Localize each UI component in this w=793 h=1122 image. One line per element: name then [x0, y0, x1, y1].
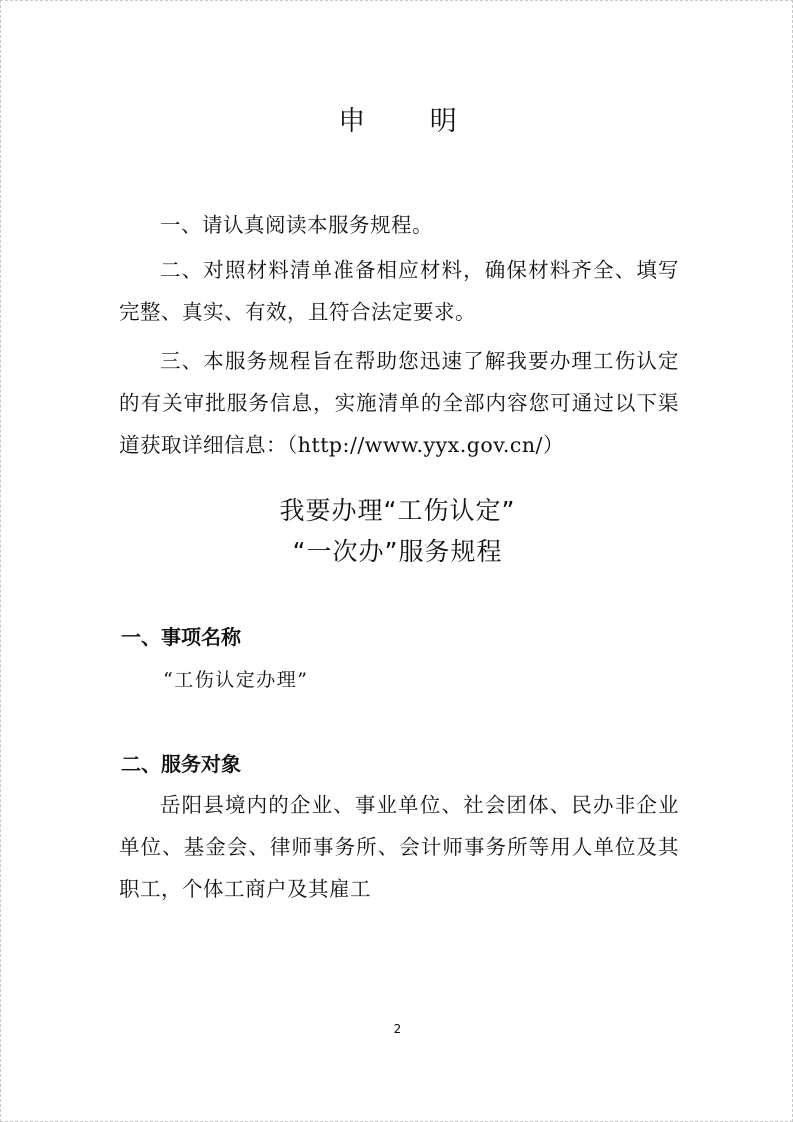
declaration-item-2: 二、对照材料清单准备相应材料，确保材料齐全、填写完整、真实、有效，且符合法定要求。	[119, 258, 679, 324]
declaration-item-1: 一、请认真阅读本服务规程。	[160, 213, 433, 237]
section-heading-item-name: 一、事项名称	[121, 625, 241, 649]
main-title-line-2: “一次办”服务规程	[292, 537, 503, 566]
page-number: 2	[393, 1022, 402, 1036]
section-heading-service-target: 二、服务对象	[121, 752, 241, 776]
declaration-title: 申 明	[338, 106, 485, 137]
item-name-text: “工伤认定办理”	[163, 669, 309, 691]
declaration-item-3: 三、本服务规程旨在帮助您迅速了解我要办理工伤认定的有关审批服务信息，实施清单的全部内容您可通过以下渠道获取详细信息：（http://www.yyx.gov.cn/）	[119, 349, 679, 457]
main-title-line-1: 我要办理“工伤认定”	[279, 496, 516, 525]
service-target-text: 岳阳县境内的企业、事业单位、社会团体、民办非企业单位、基金会、律师事务所、会计师事务所等用人单位及其职工，个体工商户及其雇工	[119, 793, 679, 901]
